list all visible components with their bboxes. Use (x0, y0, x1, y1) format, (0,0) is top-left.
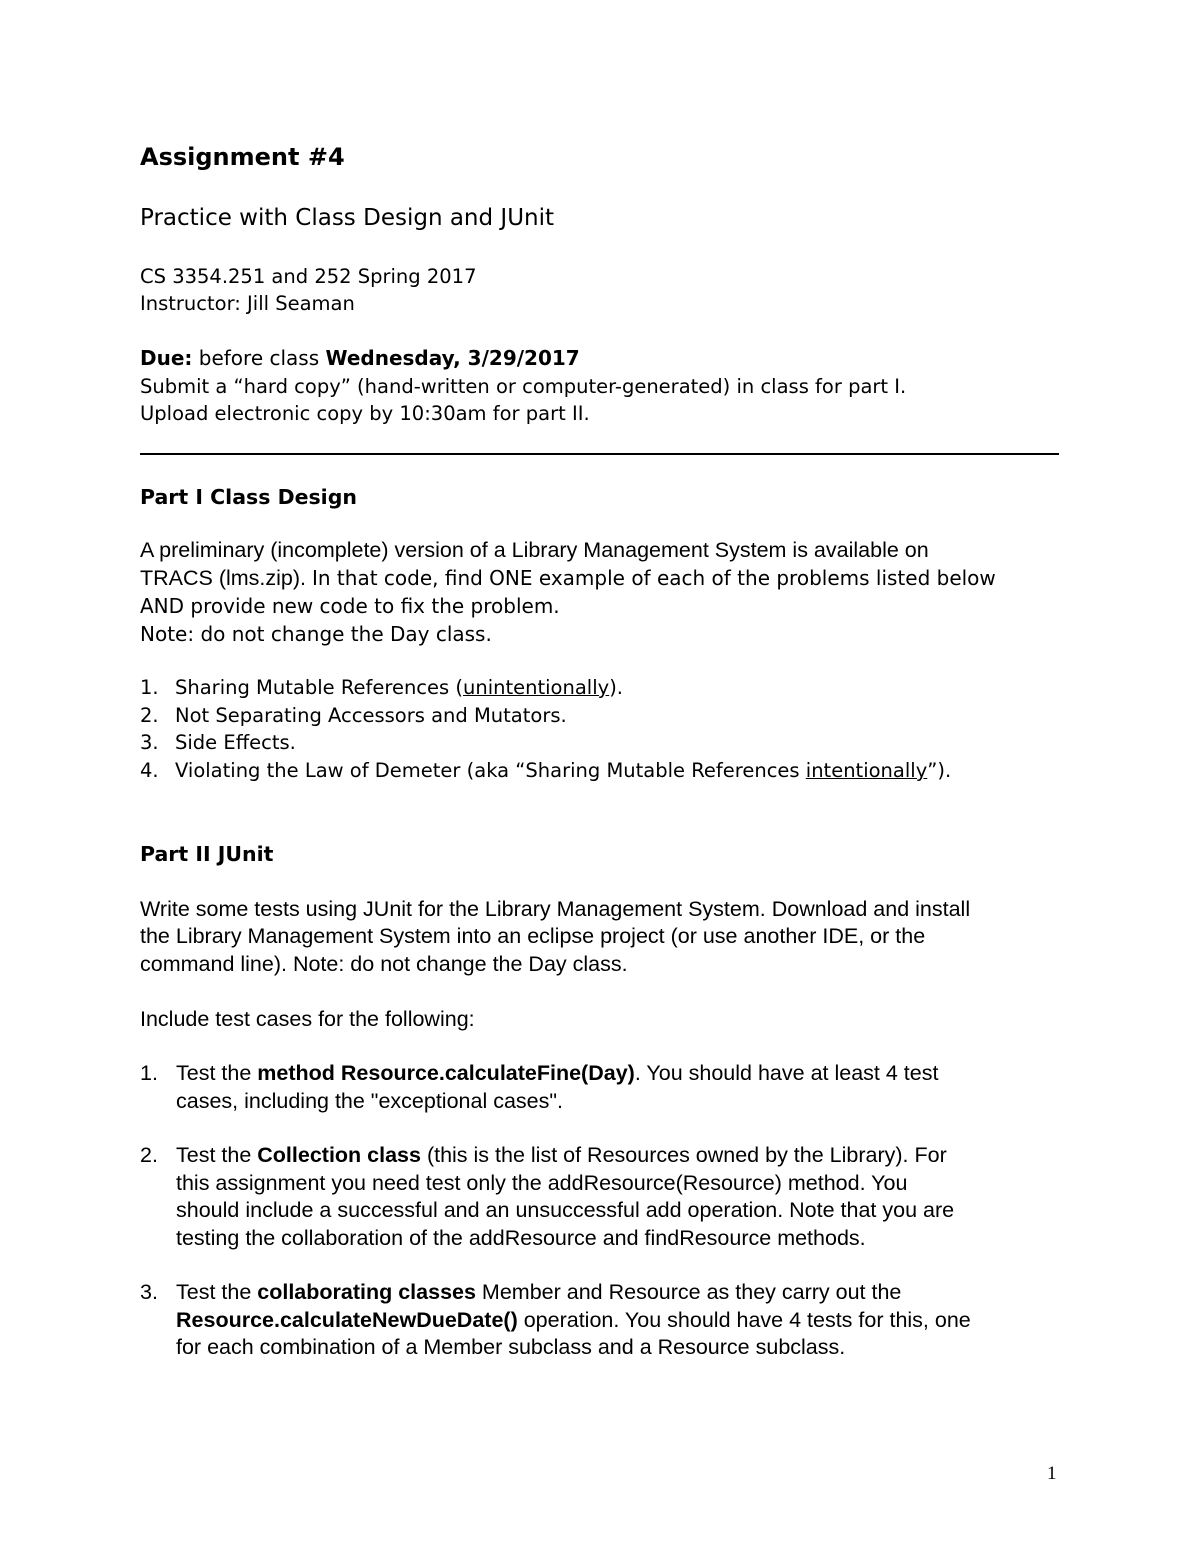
test-number: 2. (140, 1143, 158, 1167)
part2-paragraph-line-3: command line). Note: do not change the Day class. (140, 952, 628, 976)
part1-tracs-text: TRACS (lms.zip). (140, 566, 312, 590)
assignment-subtitle: Practice with Class Design and JUnit (140, 205, 555, 231)
test-item-2-line-1 (140, 1143, 947, 1168)
part2-paragraph-line-1: Write some tests using JUnit for the Library Management System. Download and install (140, 897, 971, 921)
problem-text-end: ). (609, 676, 623, 699)
test-item-2-line-3: should include a successful and an unsuccessful add operation. Note that you are (176, 1198, 955, 1222)
test-number: 3. (140, 1280, 158, 1304)
test-text: Test the (176, 1061, 258, 1085)
problem-list-item (140, 704, 567, 727)
problem-text: Sharing Mutable References ( (175, 676, 463, 699)
test-item-1-line-2: cases, including the "exceptional cases". (176, 1089, 563, 1113)
page-number: 1 (1047, 1463, 1057, 1484)
due-date: Wednesday, 3/29/2017 (325, 346, 580, 370)
part1-instruction-emphasis: In that code, find ONE example of each of the problems listed below (312, 566, 996, 590)
test-item-1-line-1 (140, 1061, 938, 1086)
test-number: 1. (140, 1061, 158, 1085)
instructor-line: Instructor: Jill Seaman (140, 292, 355, 315)
course-line: CS 3354.251 and 252 Spring 2017 (140, 265, 477, 288)
part1-paragraph-line-1: A preliminary (incomplete) version of a Library Management System is available on (140, 538, 929, 562)
test-text: . You should have at least 4 test (634, 1061, 939, 1085)
part2-heading: Part II JUnit (140, 842, 274, 866)
test-item-3-line-2 (176, 1308, 971, 1333)
due-text: before class (192, 346, 326, 370)
test-item-2-line-4: testing the collaboration of the addResource and findResource methods. (176, 1226, 866, 1250)
problem-text: Side Effects. (175, 731, 296, 754)
part2-include-line: Include test cases for the following: (140, 1007, 475, 1031)
problem-underlined-text: intentionally (805, 759, 928, 782)
problem-number: 3. (140, 731, 159, 754)
test-item-2-line-2: this assignment you need test only the addResource(Resource) method. You (176, 1171, 908, 1195)
problem-number: 4. (140, 759, 159, 782)
due-label: Due: (140, 346, 193, 370)
horizontal-divider (140, 453, 1059, 455)
test-bold-text: Resource.calculateNewDueDate() (176, 1308, 518, 1332)
problem-text: Not Separating Accessors and Mutators. (175, 704, 567, 727)
problem-list-item (140, 731, 296, 754)
problem-list-item (140, 676, 623, 699)
problem-number: 2. (140, 704, 159, 727)
submit-instructions-line-1: Submit a “hard copy” (hand-written or computer-generated) in class for part I. (140, 375, 907, 398)
part2-paragraph-line-2: the Library Management System into an eclipse project (or use another IDE, or the (140, 924, 926, 948)
submit-instructions-line-2: Upload electronic copy by 10:30am for part II. (140, 402, 590, 425)
test-text: (this is the list of Resources owned by the Library). For (420, 1143, 947, 1167)
test-item-3-line-3: for each combination of a Member subclass and a Resource subclass. (176, 1335, 846, 1359)
test-text: operation. You should have 4 tests for this, one (517, 1308, 971, 1332)
part1-note: Note: do not change the Day class. (140, 622, 492, 646)
problem-text-end: ”). (927, 759, 952, 782)
test-text: Member and Resource as they carry out the (475, 1280, 902, 1304)
test-text: Test the (176, 1280, 258, 1304)
part1-paragraph-line-3: AND provide new code to fix the problem. (140, 594, 560, 618)
due-line (140, 346, 580, 370)
test-bold-text: collaborating classes (257, 1280, 476, 1304)
problem-list-item (140, 759, 952, 782)
problem-text: Violating the Law of Demeter (aka “Sharing Mutable References (175, 759, 806, 782)
test-bold-text: method Resource.calculateFine(Day) (257, 1061, 635, 1085)
test-item-3-line-1 (140, 1280, 901, 1305)
part1-heading: Part I Class Design (140, 485, 357, 509)
test-bold-text: Collection class (257, 1143, 421, 1167)
problem-number: 1. (140, 676, 159, 699)
problem-underlined-text: unintentionally (463, 676, 610, 699)
assignment-title: Assignment #4 (140, 143, 345, 171)
part1-paragraph-line-2 (140, 566, 996, 591)
test-text: Test the (176, 1143, 258, 1167)
